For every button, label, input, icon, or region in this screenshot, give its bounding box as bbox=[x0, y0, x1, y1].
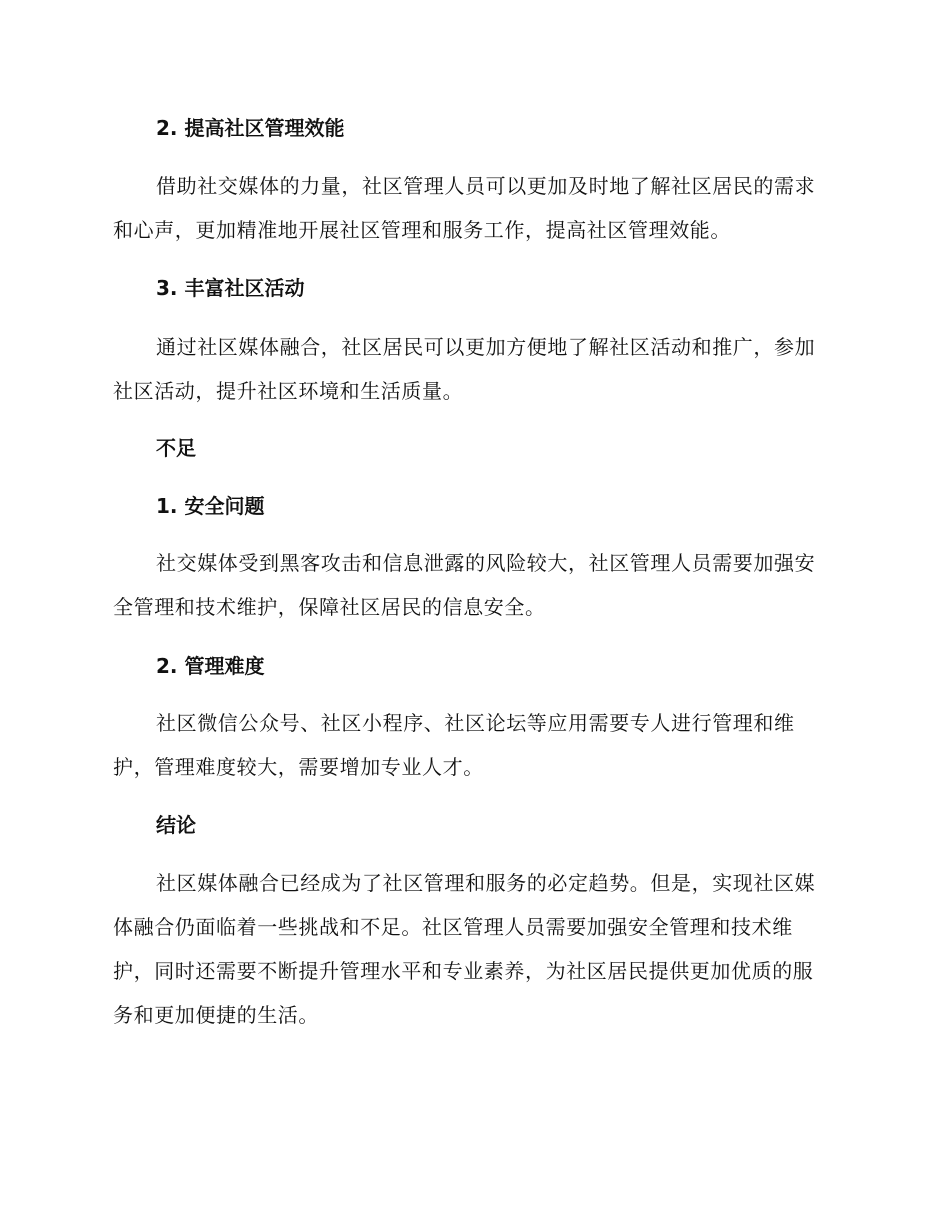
paragraph-enrich-community-activities: 通过社区媒体融合，社区居民可以更加方便地了解社区活动和推广，参加社区活动，提升社区环境和生活质量。 bbox=[113, 335, 816, 403]
heading-enrich-community-activities: 3. 丰富社区活动 bbox=[156, 276, 305, 300]
paragraph-improve-management-efficiency: 借助社交媒体的力量，社区管理人员可以更加及时地了解社区居民的需求和心声，更加精准地开展社区管理和服务工作，提高社区管理效能。 bbox=[113, 174, 816, 242]
heading-management-difficulty: 2. 管理难度 bbox=[156, 654, 265, 678]
heading-shortcomings: 不足 bbox=[156, 436, 196, 460]
heading-conclusion: 结论 bbox=[156, 813, 196, 837]
paragraph-security-issues: 社交媒体受到黑客攻击和信息泄露的风险较大，社区管理人员需要加强安全管理和技术维护，保障社区居民的信息安全。 bbox=[113, 551, 816, 619]
heading-improve-management-efficiency: 2. 提高社区管理效能 bbox=[156, 116, 345, 140]
heading-security-issues: 1. 安全问题 bbox=[156, 494, 265, 518]
paragraph-management-difficulty: 社区微信公众号、社区小程序、社区论坛等应用需要专人进行管理和维护，管理难度较大，需要增加专业人才。 bbox=[113, 711, 795, 779]
paragraph-conclusion: 社区媒体融合已经成为了社区管理和服务的必定趋势。但是，实现社区媒体融合仍面临着一些挑战和不足。社区管理人员需要加强安全管理和技术维护，同时还需要不断提升管理水平和专业素养，为社区居民提供更加优质的服务和更加便捷的生活。 bbox=[113, 871, 816, 1027]
